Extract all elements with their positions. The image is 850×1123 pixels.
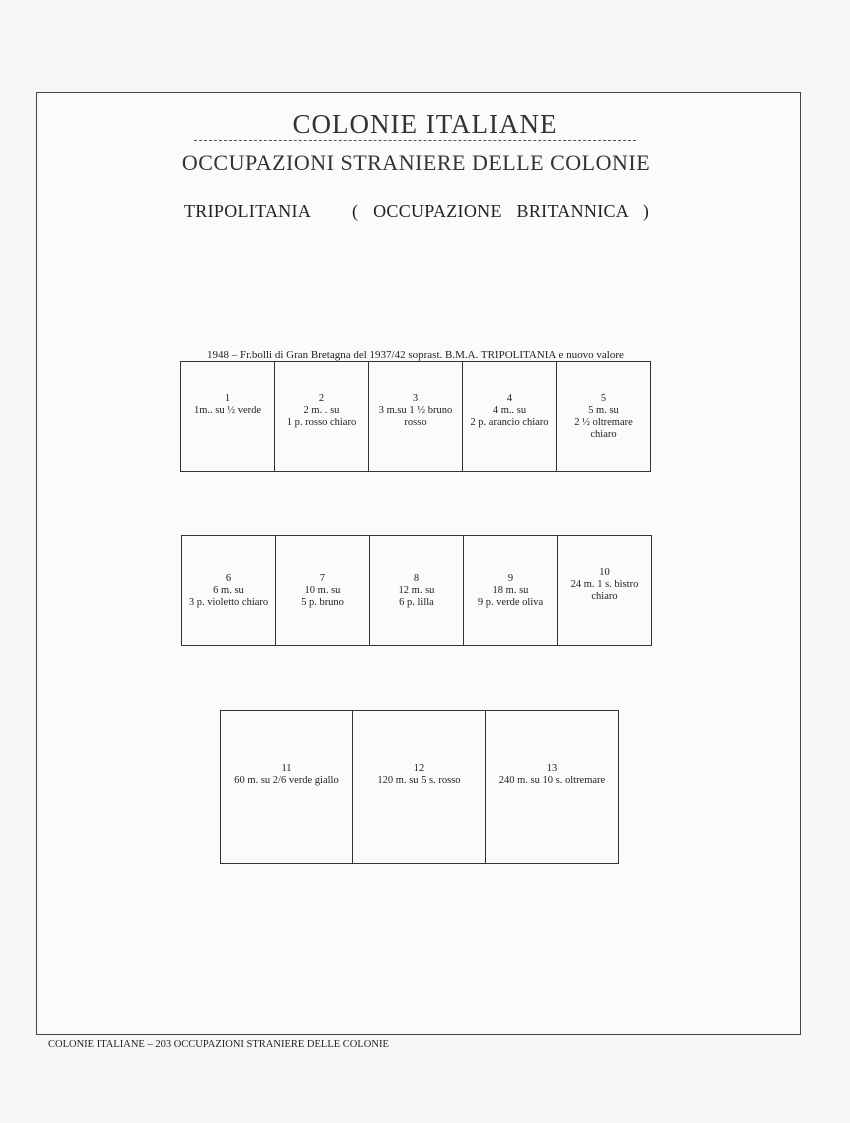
stamp-row-1 [180, 361, 651, 472]
stamp-desc-line2: 3 p. violetto chiaro [188, 596, 269, 608]
stamp-number: 13 [546, 763, 558, 774]
stamp-box-2 [274, 361, 369, 472]
stamp-number: 2 [318, 392, 325, 404]
stamp-desc-line1: 12 m. su [398, 584, 435, 596]
occupation-heading: ( OCCUPAZIONE BRITANNICA ) [352, 201, 650, 221]
stamp-box-5 [556, 361, 651, 472]
stamp-desc-line1: 6 m. su [213, 584, 244, 596]
stamp-desc-line2: chiaro [591, 590, 618, 602]
stamp-number: 5 [600, 392, 607, 404]
page-title: COLONIE ITALIANE [292, 109, 558, 139]
stamp-box-6 [181, 535, 276, 646]
stamp-box-11 [220, 710, 353, 864]
stamp-number: 12 [413, 763, 425, 774]
stamp-number: 1 [224, 392, 231, 404]
stamp-number: 3 [412, 392, 419, 404]
stamp-desc-line1: 3 m.su 1 ½ bruno [378, 404, 453, 416]
stamp-desc-line1: 18 m. su [492, 584, 529, 596]
stamp-desc-line1: 4 m.. su [492, 404, 527, 416]
stamp-box-8 [369, 535, 464, 646]
stamp-row-2 [181, 535, 652, 646]
stamp-desc-line2: 6 p. lilla [399, 596, 434, 608]
stamp-desc-line3: chiaro [590, 428, 617, 440]
country-heading: TRIPOLITANIA [184, 201, 312, 221]
stamp-box-4 [462, 361, 557, 472]
stamp-desc-line2: rosso [404, 416, 427, 428]
stamp-desc-line1: 1m.. su ½ verde [193, 404, 262, 416]
stamp-box-3 [368, 361, 463, 472]
stamp-number: 11 [281, 763, 292, 774]
stamp-box-10 [557, 535, 652, 646]
stamp-box-7 [275, 535, 370, 646]
stamp-desc-line2: 2 ½ oltremare [574, 416, 633, 428]
stamp-desc-line1: 240 m. su 10 s. oltremare [498, 775, 606, 786]
stamp-desc-line2: 2 p. arancio chiaro [470, 416, 549, 428]
stamp-desc-line2: 1 p. rosso chiaro [286, 416, 357, 428]
stamp-desc-line1: 10 m. su [304, 584, 341, 596]
stamp-desc-line1: 2 m. . su [303, 404, 340, 416]
stamp-desc-line2: 5 p. bruno [301, 596, 344, 608]
stamp-desc-line1: 60 m. su 2/6 verde giallo [234, 775, 339, 786]
stamp-desc-line1: 5 m. su [588, 404, 619, 416]
stamp-number: 8 [413, 572, 420, 584]
stamp-box-12 [352, 710, 486, 864]
stamp-number: 10 [599, 566, 610, 578]
stamp-desc-line2: 9 p. verde oliva [477, 596, 544, 608]
stamp-row-3 [220, 710, 619, 864]
stamp-box-1 [180, 361, 275, 472]
stamp-box-13 [485, 710, 619, 864]
stamp-desc-line1: 120 m. su 5 s. rosso [377, 775, 461, 786]
stamp-desc-line1: 24 m. 1 s. bistro [570, 578, 639, 590]
series-note: 1948 – Fr.bolli di Gran Bretagna del 1937/42 soprast. B.M.A. TRIPOLITANIA e nuovo valore [207, 349, 624, 361]
stamp-number: 7 [319, 572, 326, 584]
stamp-box-9 [463, 535, 558, 646]
stamp-number: 6 [225, 572, 232, 584]
page-subtitle: OCCUPAZIONI STRANIERE DELLE COLONIE [181, 150, 651, 175]
stamp-number: 4 [506, 392, 513, 404]
stamp-number: 9 [507, 572, 514, 584]
page-footer: COLONIE ITALIANE – 203 OCCUPAZIONI STRANIERE DELLE COLONIE [48, 1039, 389, 1050]
dashed-divider [194, 140, 636, 141]
